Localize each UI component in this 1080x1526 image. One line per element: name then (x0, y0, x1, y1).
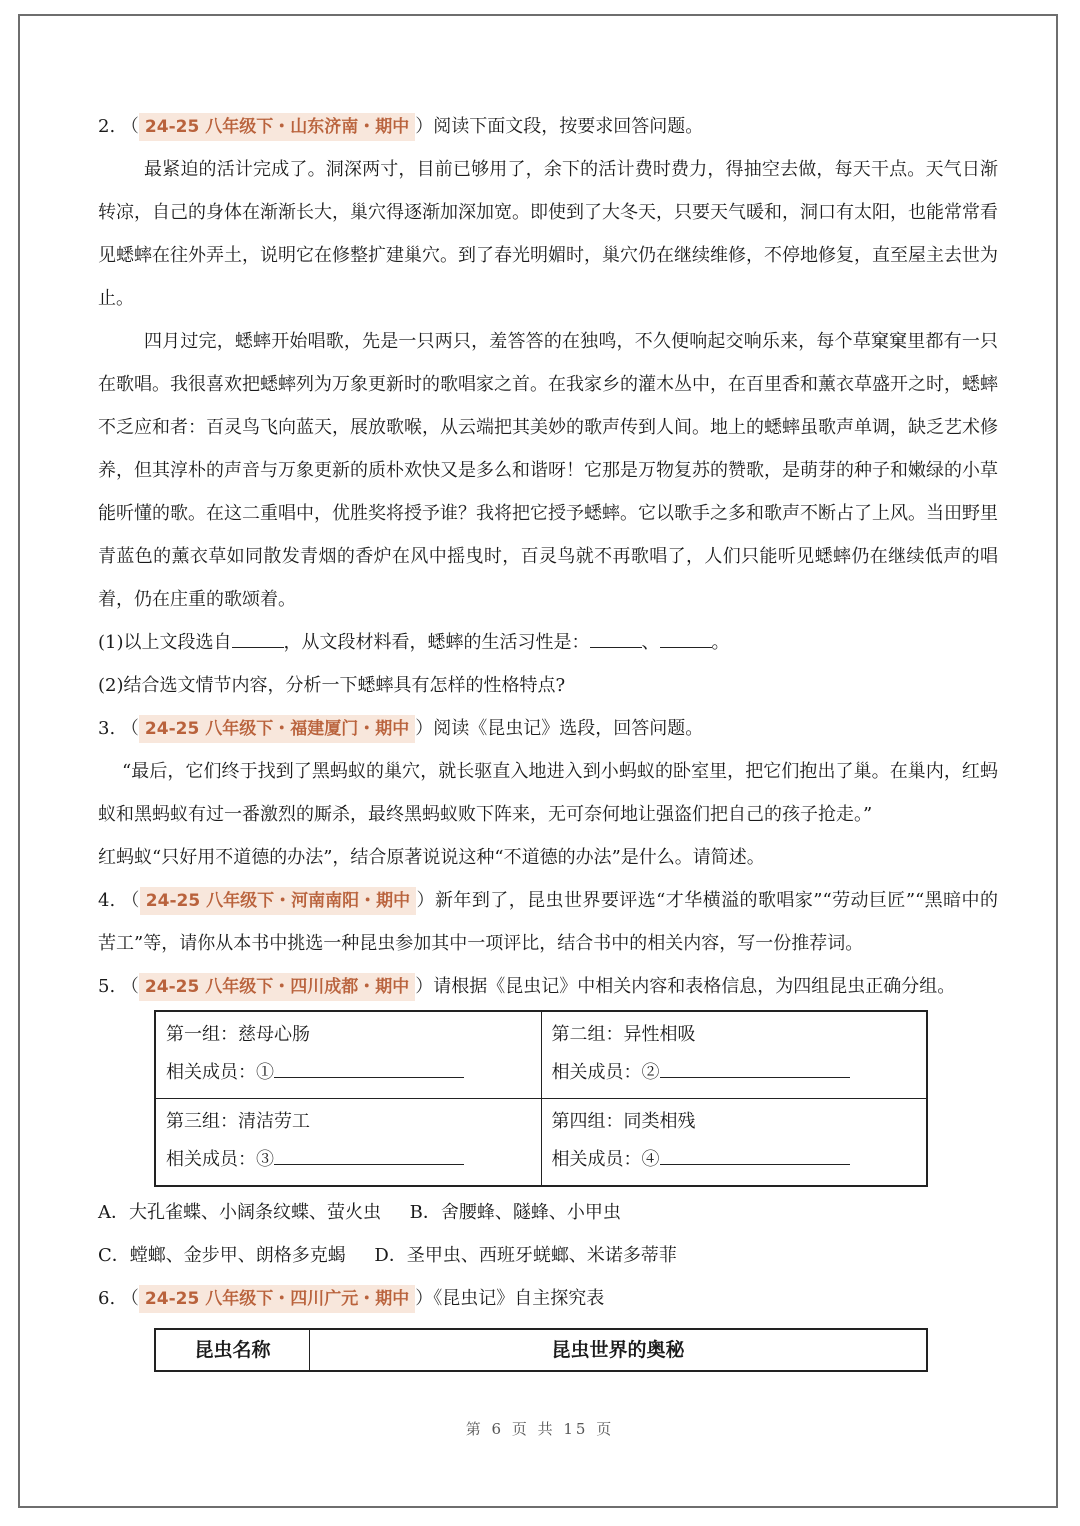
option-d[interactable]: D．圣甲虫、西班牙蜣螂、米诺多蒂菲 (374, 1245, 677, 1266)
group-cell-2: 第二组：异性相吸 相关成员：② (541, 1011, 927, 1099)
page-number: 第 6 页 共 15 页 (465, 1420, 615, 1438)
question-text: 《昆虫记》自主探究表 (433, 1288, 605, 1309)
page-content (98, 105, 998, 1372)
question-6-header: 6. （ 24-25 八年级下・四川广元・期中 ）《昆虫记》自主探究表 (98, 1277, 998, 1320)
group-cell-3: 第三组：清洁劳工 相关成员：③ (155, 1099, 541, 1187)
answer-blank[interactable] (232, 633, 284, 648)
option-b[interactable]: B．舍腰蜂、隧蜂、小甲虫 (409, 1202, 621, 1223)
question-text: 请根据《昆虫记》中相关内容和表格信息，为四组昆虫正确分组。 (433, 976, 956, 997)
explore-table (154, 1328, 928, 1372)
options-row-1 (98, 1191, 998, 1234)
question-2-header: 2. （ 24-25 八年级下・山东济南・期中 ）阅读下面文段，按要求回答问题。 (98, 105, 998, 148)
group-table (154, 1010, 928, 1187)
answer-line[interactable] (660, 1057, 850, 1078)
question-number: 6. (98, 1288, 116, 1309)
option-a[interactable]: A．大孔雀蝶、小阔条纹蝶、萤火虫 (98, 1202, 381, 1223)
sub-question-1: (1)以上文段选自 ，从文段材料看，蟋蟀的生活习性是： 、 。 (98, 632, 730, 653)
answer-line[interactable] (274, 1057, 464, 1078)
answer-blank[interactable] (660, 633, 712, 648)
passage-paragraph-2: 四月过完，蟋蟀开始唱歌，先是一只两只，羞答答的在独鸣，不久便响起交响乐来，每个草窠窠里都有一只在歌唱。我很喜欢把蟋蟀列为万象更新时的歌唱家之首。在我家乡的灌木丛中，在百里香和薰衣草盛开之时，蟋蟀不乏应和者：百灵鸟飞向蓝天，展放歌喉，从云端把其美妙的歌声传到人间。地上的蟋蟀虽歌声单调，缺乏艺术修养，但其淳朴的声音与万象更新的质朴欢快又是多么和谐呀！它那是万物复苏的赞歌，是萌芽的种子和嫩绿的小草能听懂的歌。在这二重唱中，优胜奖将授予谁？我将把它授予蟋蟀。它以歌手之多和歌声不断占了上风。当田野里青蓝色的薰衣草如同散发青烟的香炉在风中摇曳时，百灵鸟就不再歌唱了，人们只能听见蟋蟀仍在继续低声的唱着，仍在庄重的歌颂着。 (98, 331, 998, 610)
question-number: 3. (98, 718, 116, 739)
question-number: 4. (98, 890, 116, 911)
passage-paragraph-1: 最紧迫的活计完成了。洞深两寸，目前已够用了，余下的活计费时费力，得抽空去做，每天干点。天气日渐转凉，自己的身体在渐渐长大，巢穴得逐渐加深加宽。即使到了大冬天，只要天气暖和，洞口有太阳，也能常常看见蟋蟀在往外弄土，说明它在修整扩建巢穴。到了春光明媚时，巢穴仍在继续维修，不停地修复，直至屋主去世为止。 (98, 159, 998, 309)
source-tag: 24-25 八年级下・河南南阳・期中 (140, 887, 416, 915)
question-4: 4. （ 24-25 八年级下・河南南阳・期中 ）新年到了，昆虫世界要评选“才华横溢的歌唱家”“劳动巨匠”“黑暗中的苦工”等，请你从本书中挑选一种昆虫参加其中一项评比，结合书中的相关内容，写一份推荐词。 (98, 879, 998, 965)
question-5-header: 5. （ 24-25 八年级下・四川成都・期中 ）请根据《昆虫记》中相关内容和表格信息，为四组昆虫正确分组。 (98, 965, 998, 1008)
source-tag: 24-25 八年级下・山东济南・期中 (139, 113, 415, 141)
answer-blank[interactable] (590, 633, 642, 648)
source-tag: 24-25 八年级下・四川成都・期中 (139, 973, 415, 1001)
answer-line[interactable] (660, 1144, 850, 1165)
question-3-text: 红蚂蚁“只好用不道德的办法”，结合原著说说这种“不道德的办法”是什么。请简述。 (98, 847, 765, 868)
source-tag: 24-25 八年级下・福建厦门・期中 (139, 715, 415, 743)
group-cell-1: 第一组：慈母心肠 相关成员：① (155, 1011, 541, 1099)
column-header-secrets: 昆虫世界的奥秘 (309, 1329, 927, 1371)
column-header-insect-name: 昆虫名称 (155, 1329, 309, 1371)
question-prompt: 阅读下面文段，按要求回答问题。 (433, 116, 704, 137)
options-row-2 (98, 1234, 998, 1277)
sub-question-2: (2)结合选文情节内容，分析一下蟋蟀具有怎样的性格特点? (98, 675, 566, 696)
source-tag: 24-25 八年级下・四川广元・期中 (139, 1285, 415, 1313)
answer-line[interactable] (274, 1144, 464, 1165)
question-number: 5. (98, 976, 116, 997)
quoted-passage: “最后，它们终于找到了黑蚂蚁的巢穴，就长驱直入地进入到小蚂蚁的卧室里，把它们抱出了巢。在巢内，红蚂蚁和黑蚂蚁有过一番激烈的厮杀，最终黑蚂蚁败下阵来，无可奈何地让强盗们把自己的孩子抢走。” (98, 761, 998, 825)
question-text: 新年到了，昆虫世界要评选“才华横溢的歌唱家”“劳动巨匠”“黑暗中的苦工”等，请你从本书中挑选一种昆虫参加其中一项评比，结合书中的相关内容，写一份推荐词。 (98, 890, 998, 954)
question-number: 2. (98, 116, 116, 137)
group-cell-4: 第四组：同类相残 相关成员：④ (541, 1099, 927, 1187)
option-c[interactable]: C．螳螂、金步甲、朗格多克蝎 (98, 1245, 346, 1266)
question-3-header: 3. （ 24-25 八年级下・福建厦门・期中 ）阅读《昆虫记》选段，回答问题。 (98, 707, 998, 750)
question-prompt: 阅读《昆虫记》选段，回答问题。 (433, 718, 704, 739)
